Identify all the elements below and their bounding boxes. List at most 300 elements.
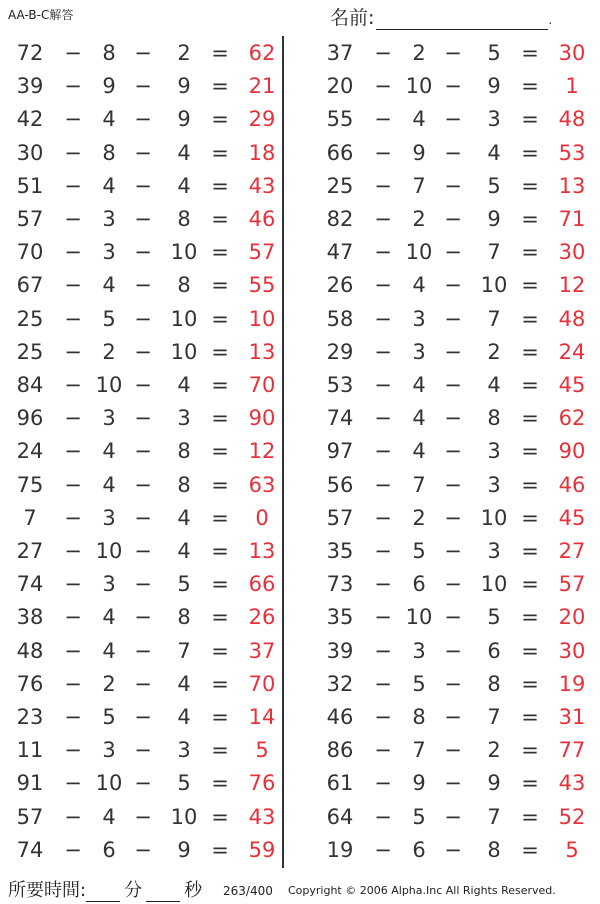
equals-sign: =	[211, 837, 229, 862]
answer: 48	[558, 107, 586, 132]
minus-sign: −	[64, 306, 82, 331]
minus-sign: −	[444, 738, 462, 763]
subtrahend-1: 4	[102, 107, 116, 132]
answer: 13	[248, 339, 276, 364]
equals-sign: =	[211, 406, 229, 431]
answer: 10	[248, 306, 276, 331]
minuend: 57	[16, 207, 44, 231]
subtrahend-2: 10	[170, 339, 198, 364]
equals-sign: =	[211, 140, 229, 165]
equals-sign: =	[521, 373, 539, 397]
minus-sign: −	[374, 339, 392, 364]
minus-sign: −	[134, 638, 152, 663]
subtrahend-1: 4	[412, 107, 426, 132]
minuend: 25	[16, 339, 44, 364]
minuend: 25	[326, 173, 354, 198]
minus-sign: −	[64, 671, 82, 696]
answer: 0	[255, 505, 269, 530]
subtrahend-2: 9	[177, 74, 191, 99]
subtrahend-1: 3	[102, 406, 116, 431]
minus-sign: −	[134, 539, 152, 563]
minuend: 82	[326, 207, 354, 231]
problem-row	[0, 502, 600, 535]
minus-sign: −	[64, 173, 82, 198]
minus-sign: −	[64, 273, 82, 298]
problem-row	[0, 568, 600, 601]
equals-sign: =	[521, 671, 539, 696]
minus-sign: −	[134, 605, 152, 630]
answer: 53	[558, 140, 586, 165]
answer: 30	[558, 41, 586, 65]
equals-sign: =	[521, 837, 539, 862]
minus-sign: −	[134, 140, 152, 165]
subtrahend-2: 6	[487, 638, 501, 663]
answer: 37	[248, 638, 276, 663]
equals-sign: =	[521, 41, 539, 65]
subtrahend-2: 3	[487, 539, 501, 563]
minuend: 73	[326, 572, 354, 597]
equals-sign: =	[521, 705, 539, 729]
equals-sign: =	[211, 638, 229, 663]
minus-sign: −	[64, 705, 82, 729]
minuend: 57	[16, 804, 44, 829]
minuend: 26	[326, 273, 354, 298]
problem-row	[0, 635, 600, 668]
equals-sign: =	[211, 738, 229, 763]
problem-row	[0, 801, 600, 834]
subtrahend-2: 7	[487, 705, 501, 729]
minus-sign: −	[64, 207, 82, 231]
equals-sign: =	[211, 705, 229, 729]
minus-sign: −	[64, 804, 82, 829]
subtrahend-2: 3	[487, 439, 501, 464]
subtrahend-1: 4	[102, 173, 116, 198]
minus-sign: −	[374, 273, 392, 298]
equals-sign: =	[211, 207, 229, 231]
minus-sign: −	[64, 605, 82, 630]
minus-sign: −	[64, 472, 82, 497]
answer: 26	[248, 605, 276, 630]
answer: 1	[565, 74, 579, 99]
answer: 90	[248, 406, 276, 431]
answer: 31	[558, 705, 586, 729]
answer: 55	[248, 273, 276, 298]
subtrahend-2: 7	[177, 638, 191, 663]
subtrahend-1: 9	[412, 140, 426, 165]
minuend: 47	[326, 240, 354, 265]
problem-row	[0, 137, 600, 170]
minus-sign: −	[374, 671, 392, 696]
subtrahend-2: 5	[487, 41, 501, 65]
minus-sign: −	[374, 439, 392, 464]
answer: 12	[248, 439, 276, 464]
minutes-unit: 分	[124, 880, 143, 901]
subtrahend-2: 9	[177, 837, 191, 862]
minuend: 39	[326, 638, 354, 663]
problem-row	[0, 203, 600, 236]
subtrahend-1: 3	[102, 505, 116, 530]
minus-sign: −	[444, 107, 462, 132]
minus-sign: −	[374, 74, 392, 99]
subtrahend-2: 4	[487, 373, 501, 397]
problem-row	[0, 701, 600, 734]
equals-sign: =	[521, 605, 539, 630]
time-label: 所要時間:	[8, 880, 87, 901]
answer: 21	[248, 74, 276, 99]
problem-row	[0, 303, 600, 336]
minus-sign: −	[134, 472, 152, 497]
subtrahend-2: 3	[487, 472, 501, 497]
minus-sign: −	[444, 539, 462, 563]
minus-sign: −	[134, 273, 152, 298]
answer: 45	[558, 373, 586, 397]
subtrahend-1: 3	[412, 638, 426, 663]
minuend: 56	[326, 472, 354, 497]
subtrahend-2: 10	[480, 273, 508, 298]
minuend: 20	[326, 74, 354, 99]
minuend: 66	[326, 140, 354, 165]
page-number: 263/400	[223, 884, 273, 898]
minus-sign: −	[374, 406, 392, 431]
subtrahend-1: 2	[412, 505, 426, 530]
copyright-notice: Copyright © 2006 Alpha.Inc All Rights Reserved.	[288, 884, 556, 897]
subtrahend-1: 5	[412, 671, 426, 696]
answer: 57	[558, 572, 586, 597]
subtrahend-2: 4	[177, 671, 191, 696]
minus-sign: −	[444, 373, 462, 397]
minus-sign: −	[64, 41, 82, 65]
minus-sign: −	[134, 173, 152, 198]
subtrahend-1: 4	[102, 605, 116, 630]
subtrahend-2: 2	[487, 339, 501, 364]
subtrahend-1: 10	[405, 605, 433, 630]
subtrahend-2: 4	[177, 140, 191, 165]
answer: 62	[248, 41, 276, 65]
minuend: 61	[326, 771, 354, 796]
minus-sign: −	[134, 572, 152, 597]
answer: 62	[558, 406, 586, 431]
minus-sign: −	[134, 705, 152, 729]
subtrahend-1: 9	[412, 771, 426, 796]
minus-sign: −	[134, 505, 152, 530]
subtrahend-1: 10	[405, 240, 433, 265]
minuend: 75	[16, 472, 44, 497]
subtrahend-1: 3	[102, 738, 116, 763]
problem-row	[0, 734, 600, 767]
minuend: 64	[326, 804, 354, 829]
minus-sign: −	[374, 738, 392, 763]
minus-sign: −	[134, 837, 152, 862]
minus-sign: −	[134, 671, 152, 696]
problem-row	[0, 369, 600, 402]
subtrahend-2: 4	[177, 373, 191, 397]
subtrahend-1: 4	[412, 273, 426, 298]
minus-sign: −	[374, 240, 392, 265]
minus-sign: −	[134, 207, 152, 231]
equals-sign: =	[211, 107, 229, 132]
subtrahend-1: 3	[102, 207, 116, 231]
subtrahend-1: 2	[412, 207, 426, 231]
equals-sign: =	[211, 804, 229, 829]
subtrahend-1: 4	[102, 273, 116, 298]
subtrahend-1: 4	[412, 439, 426, 464]
minus-sign: −	[374, 306, 392, 331]
subtrahend-2: 3	[177, 406, 191, 431]
problem-row	[0, 269, 600, 302]
minus-sign: −	[374, 373, 392, 397]
minus-sign: −	[64, 406, 82, 431]
problem-row	[0, 402, 600, 435]
minuend: 97	[326, 439, 354, 464]
equals-sign: =	[521, 738, 539, 763]
minuend: 70	[16, 240, 44, 265]
minus-sign: −	[444, 505, 462, 530]
subtrahend-2: 9	[487, 771, 501, 796]
answer: 27	[558, 539, 586, 563]
answer: 13	[248, 539, 276, 563]
minus-sign: −	[444, 638, 462, 663]
subtrahend-1: 10	[405, 74, 433, 99]
answer: 43	[248, 804, 276, 829]
minus-sign: −	[374, 207, 392, 231]
subtrahend-2: 10	[480, 572, 508, 597]
minus-sign: −	[134, 439, 152, 464]
subtrahend-2: 8	[177, 273, 191, 298]
minuend: 42	[16, 107, 44, 132]
minus-sign: −	[374, 140, 392, 165]
minus-sign: −	[64, 837, 82, 862]
minus-sign: −	[64, 638, 82, 663]
minus-sign: −	[374, 107, 392, 132]
minuend: 91	[16, 771, 44, 796]
minuend: 37	[326, 41, 354, 65]
subtrahend-1: 8	[102, 41, 116, 65]
minuend: 53	[326, 373, 354, 397]
minus-sign: −	[444, 439, 462, 464]
minuend: 67	[16, 273, 44, 298]
subtrahend-2: 4	[177, 173, 191, 198]
answer: 76	[248, 771, 276, 796]
subtrahend-1: 5	[102, 705, 116, 729]
subtrahend-1: 3	[102, 572, 116, 597]
minus-sign: −	[374, 804, 392, 829]
subtrahend-1: 3	[102, 240, 116, 265]
equals-sign: =	[521, 439, 539, 464]
answer: 5	[565, 837, 579, 862]
minus-sign: −	[374, 572, 392, 597]
minus-sign: −	[64, 771, 82, 796]
answer: 57	[248, 240, 276, 265]
minus-sign: −	[444, 273, 462, 298]
subtrahend-2: 9	[487, 74, 501, 99]
subtrahend-2: 5	[487, 173, 501, 198]
minuend: 84	[16, 373, 44, 397]
subtrahend-1: 7	[412, 173, 426, 198]
equals-sign: =	[211, 505, 229, 530]
equals-sign: =	[521, 140, 539, 165]
minuend: 46	[326, 705, 354, 729]
minus-sign: −	[134, 738, 152, 763]
minus-sign: −	[444, 472, 462, 497]
minuend: 74	[326, 406, 354, 431]
equals-sign: =	[211, 339, 229, 364]
problem-row	[0, 336, 600, 369]
equals-sign: =	[211, 74, 229, 99]
equals-sign: =	[211, 273, 229, 298]
subtrahend-1: 5	[412, 804, 426, 829]
subtrahend-1: 8	[102, 140, 116, 165]
subtrahend-2: 8	[177, 207, 191, 231]
equals-sign: =	[521, 339, 539, 364]
minus-sign: −	[64, 539, 82, 563]
minus-sign: −	[444, 671, 462, 696]
problem-row	[0, 535, 600, 568]
name-trailing-dot: .	[548, 13, 553, 27]
minus-sign: −	[444, 74, 462, 99]
minuend: 27	[16, 539, 44, 563]
minuend: 24	[16, 439, 44, 464]
minus-sign: −	[134, 240, 152, 265]
subtrahend-1: 4	[102, 638, 116, 663]
problem-row	[0, 834, 600, 867]
minuend: 38	[16, 605, 44, 630]
subtrahend-1: 9	[102, 74, 116, 99]
minuend: 96	[16, 406, 44, 431]
minus-sign: −	[374, 638, 392, 663]
equals-sign: =	[211, 671, 229, 696]
subtrahend-2: 4	[177, 539, 191, 563]
subtrahend-2: 7	[487, 306, 501, 331]
problem-row	[0, 668, 600, 701]
name-field	[330, 3, 552, 30]
equals-sign: =	[521, 771, 539, 796]
minus-sign: −	[444, 804, 462, 829]
equals-sign: =	[521, 273, 539, 298]
minuend: 39	[16, 74, 44, 99]
subtrahend-2: 5	[177, 572, 191, 597]
answer: 70	[248, 373, 276, 397]
subtrahend-2: 8	[487, 671, 501, 696]
problem-row	[0, 37, 600, 70]
minus-sign: −	[64, 107, 82, 132]
minus-sign: −	[374, 837, 392, 862]
subtrahend-1: 4	[412, 406, 426, 431]
minus-sign: −	[64, 572, 82, 597]
answer: 45	[558, 505, 586, 530]
minuend: 32	[326, 671, 354, 696]
answer: 5	[255, 738, 269, 763]
subtrahend-1: 3	[412, 306, 426, 331]
equals-sign: =	[521, 505, 539, 530]
minus-sign: −	[374, 605, 392, 630]
minuend: 76	[16, 671, 44, 696]
subtrahend-2: 2	[487, 738, 501, 763]
subtrahend-1: 6	[412, 837, 426, 862]
minuend: 35	[326, 539, 354, 563]
name-blank-line	[376, 12, 548, 30]
answer: 46	[558, 472, 586, 497]
answer: 30	[558, 240, 586, 265]
subtrahend-2: 4	[487, 140, 501, 165]
subtrahend-2: 10	[480, 505, 508, 530]
time-footer	[8, 876, 206, 902]
minus-sign: −	[374, 505, 392, 530]
answer: 66	[248, 572, 276, 597]
minus-sign: −	[444, 705, 462, 729]
problem-row	[0, 170, 600, 203]
problem-row	[0, 767, 600, 800]
minus-sign: −	[374, 41, 392, 65]
subtrahend-2: 10	[170, 804, 198, 829]
answer: 63	[248, 472, 276, 497]
subtrahend-1: 5	[412, 539, 426, 563]
subtrahend-2: 3	[177, 738, 191, 763]
subtrahend-1: 2	[102, 339, 116, 364]
minus-sign: −	[444, 140, 462, 165]
equals-sign: =	[521, 638, 539, 663]
minus-sign: −	[374, 539, 392, 563]
subtrahend-1: 2	[412, 41, 426, 65]
answer: 43	[248, 173, 276, 198]
minus-sign: −	[64, 140, 82, 165]
minus-sign: −	[64, 339, 82, 364]
minus-sign: −	[134, 41, 152, 65]
minus-sign: −	[374, 472, 392, 497]
equals-sign: =	[521, 406, 539, 431]
answer: 90	[558, 439, 586, 464]
equals-sign: =	[211, 472, 229, 497]
minuend: 51	[16, 173, 44, 198]
equals-sign: =	[521, 472, 539, 497]
subtrahend-2: 9	[177, 107, 191, 132]
equals-sign: =	[521, 107, 539, 132]
minus-sign: −	[374, 173, 392, 198]
minuend: 30	[16, 140, 44, 165]
equals-sign: =	[211, 439, 229, 464]
subtrahend-2: 5	[177, 771, 191, 796]
equals-sign: =	[211, 605, 229, 630]
subtrahend-1: 4	[102, 439, 116, 464]
answer: 14	[248, 705, 276, 729]
equals-sign: =	[211, 373, 229, 397]
minus-sign: −	[64, 738, 82, 763]
minuend: 19	[326, 837, 354, 862]
subtrahend-1: 6	[412, 572, 426, 597]
problem-row	[0, 469, 600, 502]
answer: 52	[558, 804, 586, 829]
seconds-blank	[146, 885, 180, 902]
problem-row	[0, 601, 600, 634]
minus-sign: −	[444, 240, 462, 265]
subtrahend-1: 7	[412, 472, 426, 497]
answer: 13	[558, 173, 586, 198]
minus-sign: −	[444, 605, 462, 630]
answer: 71	[558, 207, 586, 231]
minus-sign: −	[444, 173, 462, 198]
subtrahend-2: 5	[487, 605, 501, 630]
minuend: 29	[326, 339, 354, 364]
subtrahend-2: 8	[177, 439, 191, 464]
answer: 12	[558, 273, 586, 298]
minus-sign: −	[64, 505, 82, 530]
name-label: 名前:	[330, 7, 375, 29]
minus-sign: −	[444, 572, 462, 597]
subtrahend-2: 2	[177, 41, 191, 65]
answer: 20	[558, 605, 586, 630]
equals-sign: =	[521, 572, 539, 597]
answer: 70	[248, 671, 276, 696]
answer: 18	[248, 140, 276, 165]
